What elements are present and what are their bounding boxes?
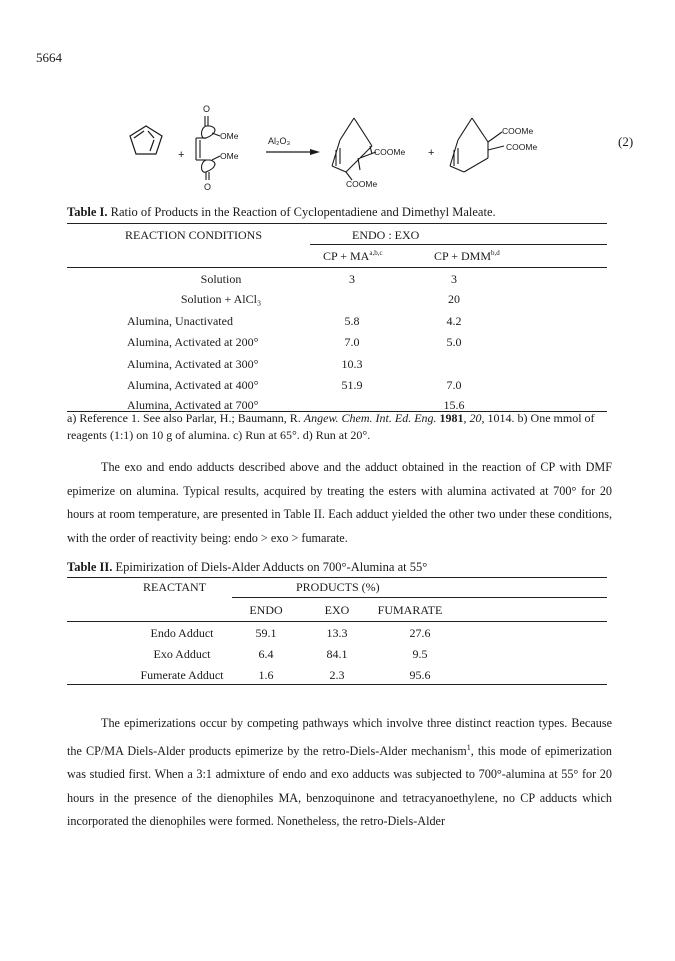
paragraph2-part-b: , this mode of epimerization was studied first. When a 3:1 admixture of endo and exo adducts was subjected to 700°-alumina at 55° for 20 hours in the presence of the dienophiles MA, benzoquinone and tetracyanoethylene, no CP adducts which incorporated the dienophiles were formed. Nonetheless, the retro-Diels-Alder	[67, 743, 613, 829]
table2-caption-text: Epimirization of Diels-Alder Adducts on 700°-Alumina at 55°	[115, 560, 428, 574]
table2-row-1-exo: 13.3	[326, 626, 348, 640]
footnote-journal: Angew. Chem. Int. Ed. Eng.	[303, 411, 437, 425]
table1-row-6-ma: 51.9	[341, 378, 363, 392]
table1-header-rule	[67, 267, 607, 268]
table1-top-rule	[67, 223, 607, 224]
endo-coome-label-2: COOMe	[346, 179, 378, 189]
reagent-label: Al₂O₃	[268, 136, 291, 146]
table2-row-2-fumarate: 9.5	[412, 647, 428, 661]
footnote-rest: 1014. b) One mmol of reagents (1:1) on 10 g of alumina. c) Run at 65°. d) Run at 20°.	[67, 411, 595, 442]
table1-row-3-ma: 5.8	[344, 314, 360, 328]
table2-col-endo: ENDO	[249, 603, 283, 617]
oxygen-top: O	[203, 104, 211, 114]
table1-row-4-condition: Alumina, Activated at 200°	[127, 335, 259, 349]
table1-header-conditions: REACTION CONDITIONS	[125, 228, 262, 242]
table1-header-ratio: ENDO : EXO	[352, 228, 420, 242]
table1-row-4-ma: 7.0	[344, 335, 360, 349]
table1-row-1-condition: Solution	[200, 272, 242, 286]
table1-row-6-condition: Alumina, Activated at 400°	[127, 378, 259, 392]
table2-row-1-endo: 59.1	[255, 626, 277, 640]
ome-label-1: OMe	[220, 131, 239, 141]
table2-bottom-rule	[67, 684, 607, 685]
cyclopentadiene-structure	[130, 126, 162, 154]
table1-row-5-condition: Alumina, Activated at 300°	[127, 357, 259, 371]
plus-sign-2: +	[428, 147, 435, 159]
table1-col-cp-dmm-sup: b,d	[491, 249, 500, 257]
oxygen-bottom: O	[204, 182, 212, 192]
table1-row-1-ma: 3	[349, 272, 355, 286]
table2-header-reactant: REACTANT	[143, 580, 207, 594]
exo-coome-label-2: COOMe	[506, 142, 538, 152]
endo-coome-label-1: COOMe	[374, 147, 406, 157]
table1-row-1-dmm: 3	[451, 272, 457, 286]
paragraph2-part-a: The epimerizations occur by competing pathways which involve three distinct reaction types. Because the CP/MA Diels-Alder products epimerize by the retro-Diels-Alder mechanism	[67, 716, 612, 758]
table1-row-3-condition: Alumina, Unactivated	[127, 314, 233, 328]
table2-row-2-exo: 84.1	[326, 647, 348, 661]
table2-row-1-fumarate: 27.6	[409, 626, 431, 640]
table2-col-exo: EXO	[324, 603, 350, 617]
table2-header-rule	[67, 621, 607, 622]
table2-row-1-reactant: Endo Adduct	[150, 626, 214, 640]
plus-sign-1: +	[178, 149, 185, 161]
table2-caption-label: Table II.	[67, 560, 113, 574]
table2-row-3-endo: 1.6	[258, 668, 274, 682]
table2-row-3-exo: 2.3	[329, 668, 345, 682]
table1-footnote	[67, 410, 612, 444]
table1-row-5-ma: 10.3	[341, 357, 363, 371]
table1-caption-text: Ratio of Products in the Reaction of Cyclopentadiene and Dimethyl Maleate.	[110, 205, 496, 219]
table1-row-7-dmm: 15.6	[443, 398, 465, 412]
table1-caption-label: Table I.	[67, 205, 108, 219]
table1-col-cp-ma-sup: a,b,c	[369, 249, 383, 257]
footnote-volume: , 20,	[463, 411, 485, 425]
body-paragraph-2	[67, 712, 612, 834]
dimethyl-maleate-structure	[196, 116, 220, 180]
table1-col-cp-dmm-text: CP + DMM	[434, 249, 492, 263]
table2-row-3-fumarate: 95.6	[409, 668, 431, 682]
table2-row-2-endo: 6.4	[258, 647, 274, 661]
footnote-part-a: a) Reference 1. See also Parlar, H.; Baumann, R.	[67, 411, 304, 425]
table1-caption	[67, 205, 496, 220]
table1-row-6-dmm: 7.0	[446, 378, 462, 392]
table1-row-4-dmm: 5.0	[446, 335, 462, 349]
exo-coome-label-1: COOMe	[502, 126, 534, 136]
table2-row-2-reactant: Exo Adduct	[153, 647, 211, 661]
table1-row-3-dmm: 4.2	[446, 314, 462, 328]
table2-col-fumarate: FUMARATE	[377, 603, 443, 617]
table2-row-3-reactant: Fumerate Adduct	[140, 668, 224, 682]
equation-number: (2)	[618, 134, 634, 149]
table1-row-2-condition: Solution + AlCl₃	[180, 292, 262, 306]
footnote-year: 1981	[436, 411, 464, 425]
table1-row-2-dmm: 20	[448, 292, 460, 306]
table1-ratio-rule	[310, 244, 607, 245]
page-number: 5664	[36, 50, 62, 65]
reaction-scheme	[110, 88, 670, 198]
table1-col-cp-ma-text: CP + MA	[323, 249, 370, 263]
table2-caption	[67, 560, 427, 575]
endo-adduct-structure	[332, 118, 376, 180]
table1-col-cp-ma	[323, 249, 383, 264]
table2-header-products: PRODUCTS (%)	[296, 580, 380, 594]
table1-col-cp-dmm	[434, 249, 500, 264]
table2-products-rule	[232, 597, 607, 598]
exo-adduct-structure	[450, 118, 504, 172]
ome-label-2: OMe	[220, 151, 239, 161]
table1-row-7-condition: Alumina, Activated at 700°	[127, 398, 259, 412]
reaction-arrow	[266, 149, 320, 155]
body-paragraph-1: The exo and endo adducts described above and the adduct obtained in the reaction of CP with DMF epimerize on alumina. Typical results, acquired by treating the esters with alumina activated at 700° for 20 hours at room temperature, are presented in Table II. Each adduct yielded the other two under these conditions, with the order of reactivity being: endo > exo > fumarate.	[67, 460, 612, 545]
table2-top-rule	[67, 577, 607, 578]
paragraph2-ref-sup: 1	[466, 742, 471, 752]
